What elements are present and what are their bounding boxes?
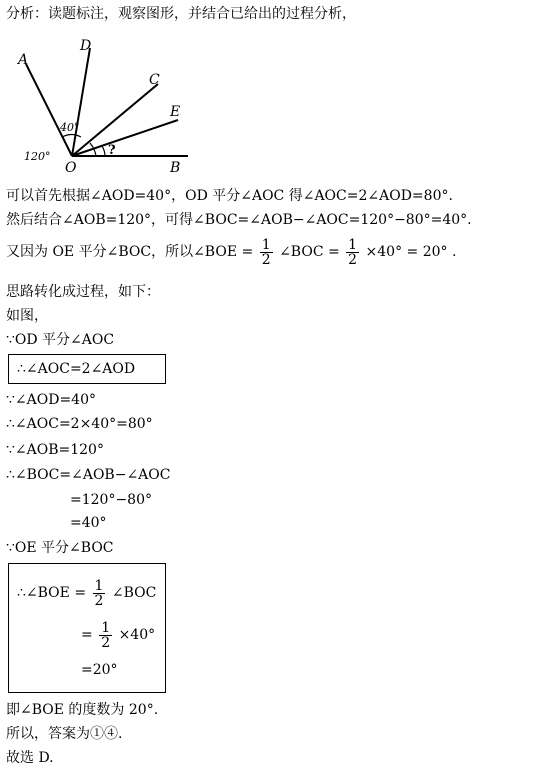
process-step-3: ∴∠AOC=2×40°=80° <box>6 416 153 432</box>
boxed-step-2 <box>8 563 166 693</box>
analysis-line-1: 可以首先根据∠AOD=40°，OD 平分∠AOC 得∠AOC=2∠AOD=80°. <box>6 188 453 204</box>
boxed-step-2-line-2: = $\frac{1}{2}$ ×40° <box>81 619 156 651</box>
boxed-step-1-text: ∴∠AOC=2∠AOD <box>17 361 136 377</box>
process-step-4: ∵∠AOB=120° <box>6 442 104 458</box>
analysis-line-3-pre: 又因为 OE 平分∠BOC，所以∠BOE = <box>6 244 254 260</box>
ray-OE <box>72 120 178 156</box>
process-step-5: ∴∠BOC=∠AOB−∠AOC <box>6 467 171 483</box>
fraction-half-3: $\frac{1}{2}$ <box>94 577 104 609</box>
intro-text: 分析：读题标注，观察图形，并结合已给出的过程分析， <box>6 6 356 22</box>
analysis-line-3 <box>6 236 456 268</box>
arc-aod <box>62 135 81 138</box>
unknown-angle-label: ? <box>108 143 116 158</box>
fraction-half-4: $\frac{1}{2}$ <box>101 619 111 651</box>
angle-figure <box>10 36 220 176</box>
conclusion-choice: 故选 D. <box>6 750 54 766</box>
angle-120-label: 120° <box>24 150 51 163</box>
process-intro: 思路转化成过程，如下： <box>6 284 160 300</box>
conclusion-answer: 所以，答案为①④. <box>6 726 123 742</box>
arc-boe <box>102 146 105 156</box>
label-B: B <box>170 160 181 176</box>
process-step-6: =120°−80° <box>70 492 152 508</box>
analysis-line-3-mid: ∠BOC = <box>279 244 340 260</box>
fraction-half: $\frac{1}{2}$ <box>261 236 271 268</box>
process-as-shown: 如图， <box>6 308 48 324</box>
conclusion-degree: 即∠BOE 的度数为 20°. <box>6 702 159 718</box>
analysis-line-2: 然后结合∠AOB=120°，可得∠BOC=∠AOB−∠AOC=120°−80°=40°. <box>6 212 472 228</box>
ray-OA <box>26 64 72 156</box>
label-C: C <box>149 72 160 88</box>
ray-OD <box>72 48 90 156</box>
boxed-step-1 <box>8 354 166 384</box>
label-O: O <box>65 160 77 176</box>
process-step-2: ∵∠AOD=40° <box>6 392 96 408</box>
fraction-half-2: $\frac{1}{2}$ <box>348 236 358 268</box>
process-step-8: ∵OE 平分∠BOC <box>6 540 114 556</box>
angle-40-label: 40° <box>60 121 80 134</box>
boxed-step-2-line-1: ∴∠BOE = $\frac{1}{2}$ ∠BOC <box>17 577 157 609</box>
analysis-line-3-post: ×40° = 20° . <box>365 244 457 260</box>
label-E: E <box>170 104 181 120</box>
label-D: D <box>80 38 92 54</box>
process-step-1: ∵OD 平分∠AOC <box>6 332 115 348</box>
process-step-7: =40° <box>70 515 107 531</box>
label-A: A <box>18 52 29 68</box>
boxed-step-2-line-3: =20° <box>81 662 118 678</box>
